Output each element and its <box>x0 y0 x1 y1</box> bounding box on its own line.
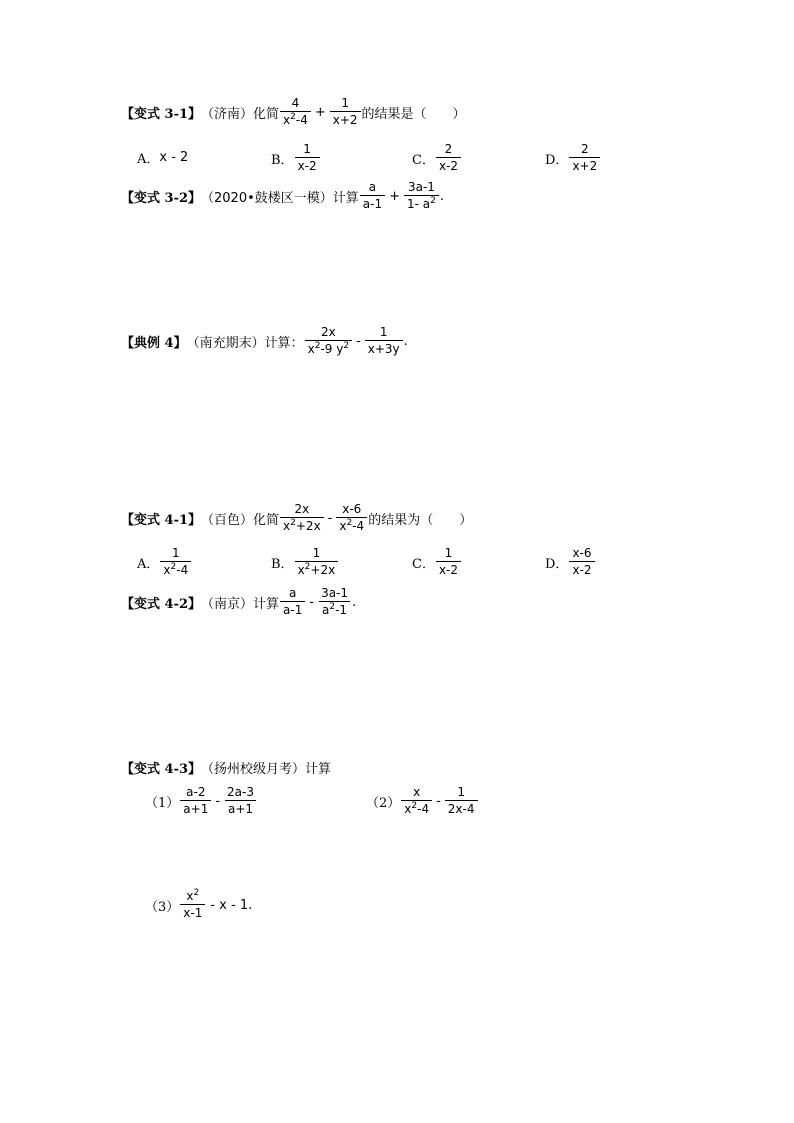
period: . <box>352 594 357 610</box>
fraction: $\frac{2}{x-2}$ <box>436 142 461 174</box>
problem-source: （南充期末）计算： <box>186 335 304 351</box>
fraction: $\frac{3a-1}{a^2-1}$ <box>318 586 351 618</box>
operator: + <box>314 104 326 120</box>
option-label: B． <box>271 152 294 168</box>
problem-tag: 【变式 3-2】 <box>121 190 202 206</box>
subproblem-label: （3） <box>145 899 180 915</box>
denominator: $x^2-4$ <box>280 111 311 128</box>
fraction: $\frac{a-2}{a+1}$ <box>180 785 211 817</box>
fraction: $\frac{x}{x^2-4}$ <box>401 785 432 817</box>
problem-tag: 【变式 4-3】 <box>121 762 202 777</box>
problem-tag: 【变式 4-2】 <box>121 596 202 612</box>
problem-3-1 <box>121 96 466 128</box>
problem-4-1 <box>121 502 472 534</box>
option-a[interactable] <box>137 148 188 167</box>
fraction: $\frac{1}{x-2}$ <box>295 142 320 174</box>
operator: - <box>215 793 221 809</box>
fraction <box>280 96 311 128</box>
option-d[interactable] <box>545 546 596 578</box>
problem-3-2 <box>121 180 444 212</box>
numerator: 4 <box>291 96 300 110</box>
subproblem-label: （2） <box>366 795 401 811</box>
problem-4-2 <box>121 586 356 618</box>
option-c[interactable] <box>412 546 462 578</box>
fraction: $\frac{3a-1}{1- a^2}$ <box>404 180 439 212</box>
fraction: $\frac{2x}{x^2+2x}$ <box>280 502 324 534</box>
problem-source: （百色）化简 <box>201 512 280 528</box>
option-text: x - 2 <box>159 150 189 165</box>
fraction: $\frac{a}{a-1}$ <box>360 180 385 212</box>
option-label: A． <box>137 152 160 167</box>
fraction: $\frac{1}{x-2}$ <box>436 546 461 578</box>
problem-source: （南京）计算 <box>201 596 280 612</box>
subproblem-label: （1） <box>145 795 180 811</box>
option-label: C． <box>412 556 435 572</box>
option-label: C． <box>412 152 435 168</box>
fraction: $\frac{x-6}{x-2}$ <box>569 546 594 578</box>
option-d[interactable] <box>545 142 601 174</box>
problem-source: （扬州校级月考）计算 <box>201 762 332 777</box>
option-label: D． <box>545 556 569 572</box>
fraction: $\frac{x-6}{x^2-4}$ <box>336 502 367 534</box>
fraction: $\frac{x^2}{x-1}$ <box>180 889 205 921</box>
example-4 <box>121 325 408 357</box>
problem-source: （2020•鼓楼区一模）计算 <box>201 190 359 206</box>
operator: + <box>389 188 401 204</box>
option-label: A． <box>137 556 160 572</box>
problem-tag: 【典例 4】 <box>121 335 187 351</box>
fraction: $\frac{a}{a-1}$ <box>280 586 305 618</box>
operator: - <box>309 594 315 610</box>
option-b[interactable] <box>271 546 339 578</box>
expression-tail: - x - 1. <box>210 897 253 913</box>
denominator: x+2 <box>330 111 361 128</box>
problem-tail: 的结果是（ ） <box>361 106 466 122</box>
problem-tag: 【变式 4-1】 <box>121 512 202 528</box>
fraction: $\frac{2x}{x^2-9 y^2}$ <box>305 325 352 357</box>
option-c[interactable] <box>412 142 462 174</box>
subproblem-1 <box>145 785 258 817</box>
problem-tail: 的结果为（ ） <box>368 512 473 528</box>
fraction: $\frac{2a-3}{a+1}$ <box>224 785 257 817</box>
option-label: D． <box>545 152 569 168</box>
fraction: $\frac{1}{2x-4}$ <box>445 785 478 817</box>
operator: - <box>436 793 441 809</box>
fraction: $\frac{1}{x^2-4}$ <box>160 546 191 578</box>
problem-tag: 【变式 3-1】 <box>121 106 202 122</box>
subproblem-3 <box>145 889 252 921</box>
option-b[interactable] <box>271 142 321 174</box>
period: . <box>403 333 408 349</box>
problem-4-3 <box>121 758 331 777</box>
period: . <box>439 188 445 204</box>
fraction <box>330 96 361 128</box>
option-label: B． <box>271 556 294 572</box>
fraction: $\frac{2}{x+2}$ <box>569 142 600 174</box>
option-a[interactable] <box>137 546 192 578</box>
fraction: $\frac{1}{x+3y}$ <box>365 325 403 357</box>
operator: - <box>356 333 361 349</box>
fraction: $\frac{1}{x^2+2x}$ <box>295 546 339 578</box>
operator: - <box>327 510 333 526</box>
numerator: 1 <box>341 96 349 110</box>
problem-source: （济南）化简 <box>201 106 280 122</box>
subproblem-2 <box>366 785 479 817</box>
